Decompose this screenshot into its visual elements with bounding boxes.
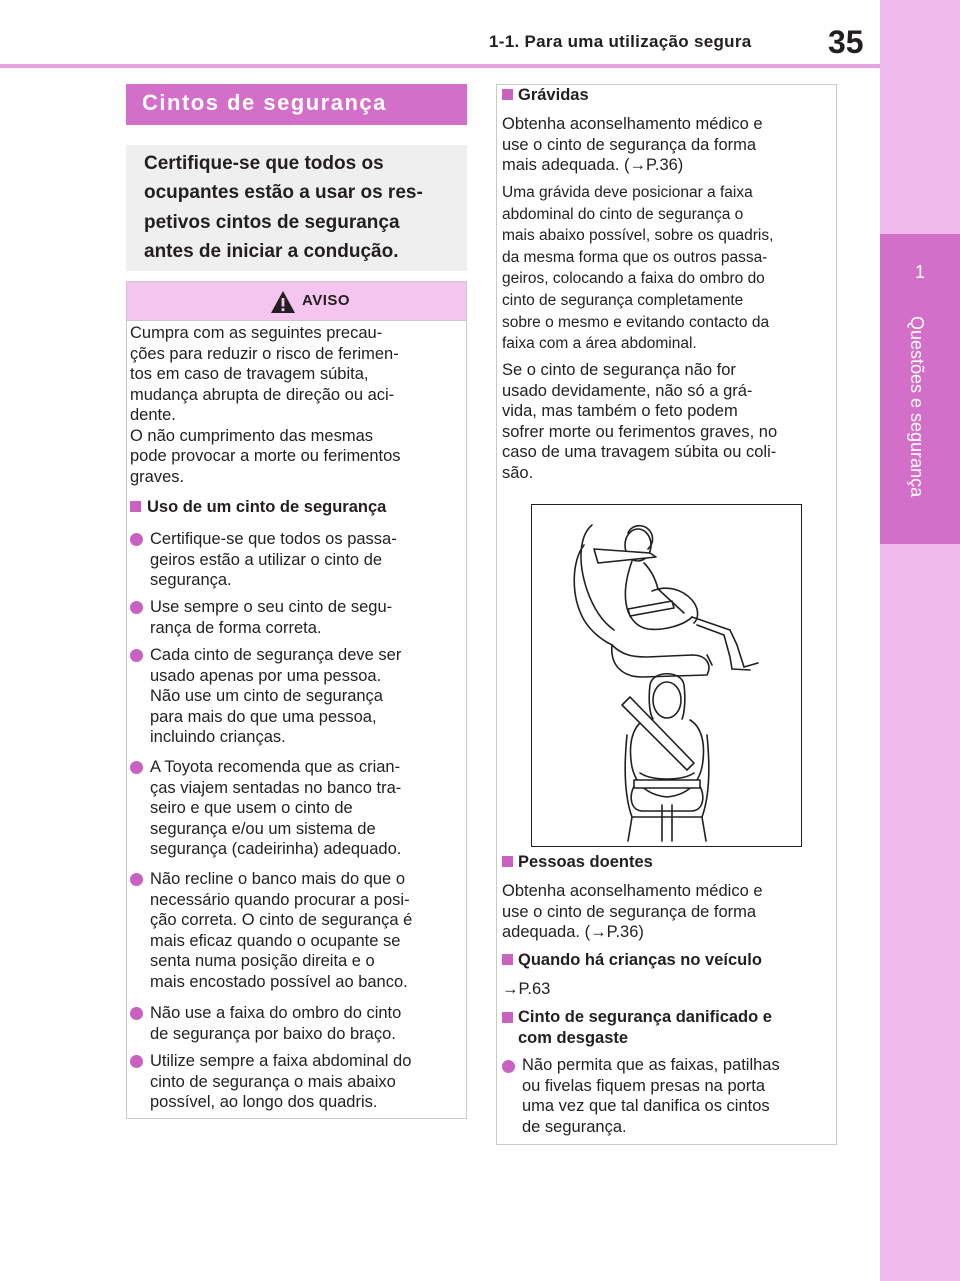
- aviso-bullet: [150, 757, 465, 860]
- text-line: sofrer morte ou ferimentos graves, no: [502, 422, 778, 441]
- danificado-bullet: [522, 1055, 834, 1137]
- text-line: faixa com a área abdominal.: [502, 335, 697, 353]
- text-line: com desgaste: [518, 1028, 629, 1047]
- text-line: Não recline o banco mais do que o: [150, 870, 405, 888]
- criancas-reference: →P.63: [502, 980, 551, 998]
- text-line: pode provocar a morte ou ferimentos: [130, 447, 401, 465]
- text-line: para mais do que uma pessoa,: [150, 707, 377, 726]
- aviso-bullet: [150, 869, 465, 992]
- bullet-dot-icon: [130, 873, 143, 886]
- text-line: Não use um cinto de segurança: [150, 687, 383, 705]
- intro-line: Certifique-se que todos os: [144, 153, 384, 174]
- danificado-heading: [518, 1007, 834, 1048]
- text-line: ças viajem sentadas no banco tra-: [150, 778, 402, 797]
- text-line: possível, ao longo dos quadris.: [150, 1093, 378, 1111]
- doentes-para: [502, 881, 832, 943]
- text-line: dente.: [130, 406, 176, 424]
- bullet-dot-icon: [130, 533, 143, 546]
- intro-line: petivos cintos de segurança: [144, 211, 400, 233]
- text-line: Uma grávida deve posicionar a faixa: [502, 184, 753, 201]
- square-bullet-icon: [502, 954, 513, 965]
- doentes-heading: Pessoas doentes: [518, 853, 653, 871]
- text-line: Se o cinto de segurança não for: [502, 361, 736, 379]
- intro-line: ocupantes estão a usar os res-: [144, 182, 423, 204]
- text-line: necessário quando procurar a posi-: [150, 890, 410, 909]
- gravidas-heading: Grávidas: [518, 86, 589, 104]
- text-line: ou fivelas fiquem presas na porta: [522, 1076, 766, 1095]
- text-line: rança de forma correta.: [150, 618, 322, 637]
- intro-line: antes de iniciar a condução.: [144, 240, 399, 262]
- text-line: Não use a faixa do ombro do cinto: [150, 1004, 402, 1022]
- text-line: graves.: [130, 467, 185, 486]
- bullet-dot-icon: [130, 601, 143, 614]
- gravidas-para1: [502, 114, 832, 176]
- text-line: abdominal do cinto de segurança o: [502, 205, 744, 223]
- gravidas-para2: [502, 182, 834, 355]
- page-number: 35: [828, 24, 864, 60]
- aviso-header: [127, 282, 466, 321]
- chapter-title: Questões e segurança: [907, 316, 927, 498]
- aviso-bullet: [150, 597, 465, 638]
- pregnant-seatbelt-illustration: [531, 504, 802, 847]
- text-line: Cada cinto de segurança deve ser: [150, 646, 402, 664]
- aviso-bullet: [150, 1003, 465, 1044]
- text-line: Cinto de segurança danificado e: [518, 1008, 772, 1026]
- bullet-dot-icon: [130, 1007, 143, 1020]
- text-line: cinto de segurança o mais abaixo: [150, 1072, 396, 1091]
- text-line: mais abaixo possível, sobre os quadris,: [502, 227, 774, 245]
- aviso-heading: Uso de um cinto de segurança: [147, 498, 387, 516]
- text-line: geiros, colocando a faixa do ombro do: [502, 270, 765, 288]
- text-line: seiro e que usem o cinto de: [150, 799, 353, 817]
- chapter-number: 1: [914, 262, 925, 282]
- criancas-heading: Quando há crianças no veículo: [518, 951, 762, 969]
- bullet-dot-icon: [130, 761, 143, 774]
- gravidas-para3: [502, 360, 834, 483]
- text-line: use o cinto de segurança de forma: [502, 902, 757, 921]
- text-line: ções para reduzir o risco de ferimen-: [130, 344, 399, 363]
- text-line: adequada. (→P.36): [502, 923, 644, 941]
- text-line: sobre o mesmo e evitando contacto da: [502, 313, 770, 331]
- text-line: caso de uma travagem súbita ou coli-: [502, 443, 777, 461]
- text-line: Certifique-se que todos os passa-: [150, 530, 397, 548]
- aviso-bullet: [150, 645, 465, 748]
- text-line: Utilize sempre a faixa abdominal do: [150, 1052, 412, 1070]
- text-line: segurança.: [150, 571, 232, 589]
- chapter-sidebar: [880, 0, 960, 1281]
- text-line: Não permita que as faixas, patilhas: [522, 1056, 780, 1074]
- square-bullet-icon: [502, 89, 513, 100]
- text-line: de segurança por baixo do braço.: [150, 1024, 396, 1043]
- main-title-bar: [126, 84, 467, 125]
- text-line: Obtenha aconselhamento médico e: [502, 115, 763, 133]
- text-line: Obtenha aconselhamento médico e: [502, 882, 763, 900]
- text-line: geiros estão a utilizar o cinto de: [150, 550, 383, 569]
- text-line: são.: [502, 463, 534, 482]
- text-line: usado apenas por uma pessoa.: [150, 666, 382, 685]
- text-line: segurança e/ou um sistema de: [150, 819, 376, 838]
- square-bullet-icon: [130, 501, 141, 512]
- illustration-drawing: [532, 505, 800, 845]
- text-line: tos em caso de travagem súbita,: [130, 365, 369, 383]
- square-bullet-icon: [502, 856, 513, 867]
- intro-box: [126, 145, 467, 271]
- text-line: uma vez que tal danifica os cintos: [522, 1097, 770, 1115]
- text-line: ção correta. O cinto de segurança é: [150, 911, 413, 929]
- text-line: mais encostado possível ao banco.: [150, 972, 408, 991]
- aviso-bullet: [150, 1051, 465, 1113]
- text-line: senta numa posição direita e o: [150, 952, 375, 970]
- text-line: mudança abrupta de direção ou aci-: [130, 385, 395, 404]
- square-bullet-icon: [502, 1012, 513, 1023]
- intro-text: [144, 149, 462, 266]
- text-line: mais eficaz quando o ocupante se: [150, 931, 401, 950]
- text-line: vida, mas também o feto podem: [502, 402, 738, 420]
- bullet-dot-icon: [130, 649, 143, 662]
- main-title: Cintos de segurança: [142, 90, 387, 115]
- text-line: A Toyota recomenda que as crian-: [150, 758, 401, 776]
- aviso-bullet: [150, 529, 465, 591]
- aviso-intro-text: [130, 323, 465, 487]
- text-line: mais adequada. (→P.36): [502, 156, 684, 174]
- aviso-label: AVISO: [302, 292, 351, 309]
- text-line: incluindo crianças.: [150, 728, 286, 746]
- header-rule: [0, 64, 880, 68]
- bullet-dot-icon: [130, 1055, 143, 1068]
- text-line: O não cumprimento das mesmas: [130, 426, 374, 445]
- text-line: Use sempre o seu cinto de segu-: [150, 598, 393, 616]
- text-line: da mesma forma que os outros passa-: [502, 248, 768, 266]
- text-line: Cumpra com as seguintes precau-: [130, 324, 383, 342]
- section-title: 1-1. Para uma utilização segura: [489, 32, 752, 51]
- bullet-dot-icon: [502, 1060, 515, 1073]
- text-line: use o cinto de segurança da forma: [502, 135, 757, 154]
- text-line: usado devidamente, não só a grá-: [502, 381, 753, 400]
- warning-icon: [270, 290, 296, 314]
- text-line: cinto de segurança completamente: [502, 291, 744, 309]
- text-line: de segurança.: [522, 1117, 627, 1136]
- text-line: segurança (cadeirinha) adequado.: [150, 840, 402, 858]
